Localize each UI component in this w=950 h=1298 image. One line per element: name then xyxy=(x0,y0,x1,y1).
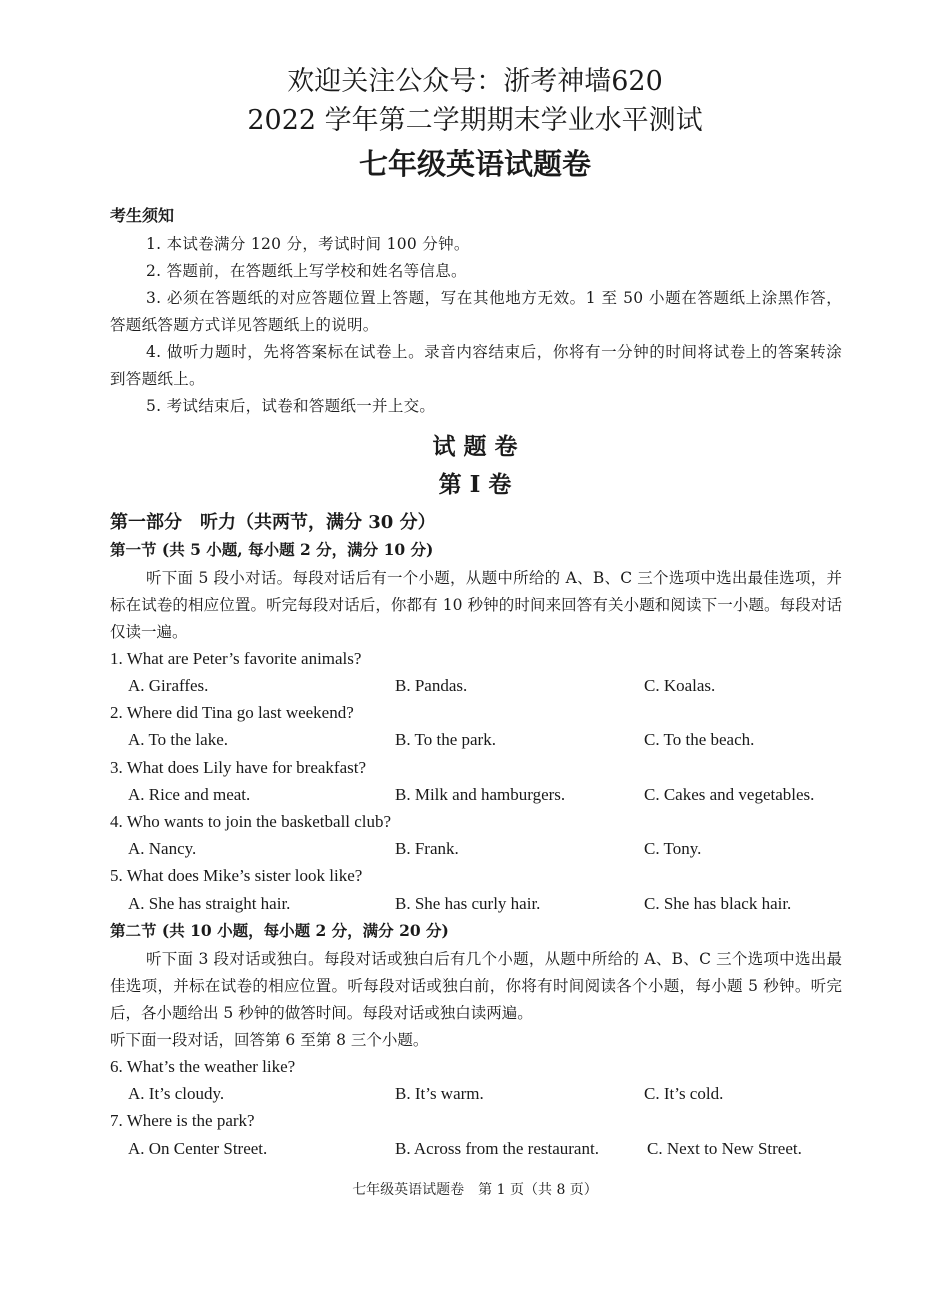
q2-option-c: C. To the beach. xyxy=(644,730,755,749)
part1-section1-heading: 第一节 (共 5 小题, 每小题 2 分，满分 10 分) xyxy=(110,540,434,559)
notice-item-2: 2. 答题前，在答题纸上写学校和姓名等信息。 xyxy=(146,262,467,280)
q4-option-c: C. Tony. xyxy=(644,839,702,858)
q7-option-c: C. Next to New Street. xyxy=(647,1139,802,1158)
volume-title: 第 I 卷 xyxy=(438,471,512,498)
header-line-1: 欢迎关注公众号：浙考神墙620 xyxy=(287,66,663,97)
part1-heading: 第一部分 听力（共两节，满分 30 分） xyxy=(110,512,436,533)
header-line-2: 2022 学年第二学期期末学业水平测试 xyxy=(247,105,703,136)
q2-option-b: B. To the park. xyxy=(395,730,496,749)
question-3: 3. What does Lily have for breakfast? xyxy=(110,758,367,777)
question-5: 5. What does Mike’s sister look like? xyxy=(110,866,363,885)
notice-heading: 考生须知 xyxy=(110,206,175,225)
notice-item-4: 4. 做听力题时，先将答案标在试卷上。录音内容结束后，你将有一分钟的时间将试卷上的答案转涂到答题纸上。 xyxy=(110,343,842,388)
q4-option-a: A. Nancy. xyxy=(128,839,197,858)
question-1: 1. What are Peter’s favorite animals? xyxy=(110,649,362,668)
q1-option-b: B. Pandas. xyxy=(395,676,468,695)
q6-option-b: B. It’s warm. xyxy=(395,1084,484,1103)
page-footer: 七年级英语试题卷 第 1 页（共 8 页） xyxy=(352,1182,598,1198)
q3-option-a: A. Rice and meat. xyxy=(128,785,251,804)
part1-section2-heading: 第二节 (共 10 小题，每小题 2 分，满分 20 分) xyxy=(110,921,449,940)
question-2: 2. Where did Tina go last weekend? xyxy=(110,703,354,722)
question-6: 6. What’s the weather like? xyxy=(110,1057,296,1076)
q7-option-b: B. Across from the restaurant. xyxy=(395,1139,599,1158)
q7-option-a: A. On Center Street. xyxy=(128,1139,268,1158)
q5-option-b: B. She has curly hair. xyxy=(395,894,541,913)
notice-item-3: 3. 必须在答题纸的对应答题位置上答题，写在其他地方无效。1 至 50 小题在答题纸上涂黑作答，答题纸答题方式详见答题纸上的说明。 xyxy=(110,289,842,334)
q1-option-a: A. Giraffes. xyxy=(128,676,209,695)
q5-option-a: A. She has straight hair. xyxy=(128,894,291,913)
q3-option-b: B. Milk and hamburgers. xyxy=(395,785,566,804)
q5-option-c: C. She has black hair. xyxy=(644,894,792,913)
part1-section2-note: 听下面一段对话，回答第 6 至第 8 三个小题。 xyxy=(110,1031,429,1049)
part1-section1-instructions: 听下面 5 段小对话。每段对话后有一个小题，从题中所给的 A、B、C 三个选项中选出最佳选项，并标在试卷的相应位置。听完每段对话后，你都有 10 秒钟的时间来回答有关小题和阅读下一小题。每段对话仅读一遍。 xyxy=(110,569,842,641)
paper-title: 七年级英语试题卷 xyxy=(358,147,591,181)
q6-option-c: C. It’s cold. xyxy=(644,1084,724,1103)
section-title: 试 题 卷 xyxy=(432,433,518,460)
part1-section2-instructions: 听下面 3 段对话或独白。每段对话或独白后有几个小题，从题中所给的 A、B、C 三个选项中选出最佳选项，并标在试卷的相应位置。听每段对话或独白前，你将有时间阅读各个小题，每小题 5 秒钟。听完后，各小题给出 5 秒钟的做答时间。每段对话或独白读两遍。 xyxy=(110,950,842,1022)
q6-option-a: A. It’s cloudy. xyxy=(128,1084,225,1103)
q3-option-c: C. Cakes and vegetables. xyxy=(644,785,815,804)
q1-option-c: C. Koalas. xyxy=(644,676,716,695)
notice-item-5: 5. 考试结束后，试卷和答题纸一并上交。 xyxy=(146,397,436,415)
q4-option-b: B. Frank. xyxy=(395,839,459,858)
notice-item-1: 1. 本试卷满分 120 分，考试时间 100 分钟。 xyxy=(146,235,470,253)
question-4: 4. Who wants to join the basketball club? xyxy=(110,812,392,831)
question-7: 7. Where is the park? xyxy=(110,1111,255,1130)
q2-option-a: A. To the lake. xyxy=(128,730,228,749)
